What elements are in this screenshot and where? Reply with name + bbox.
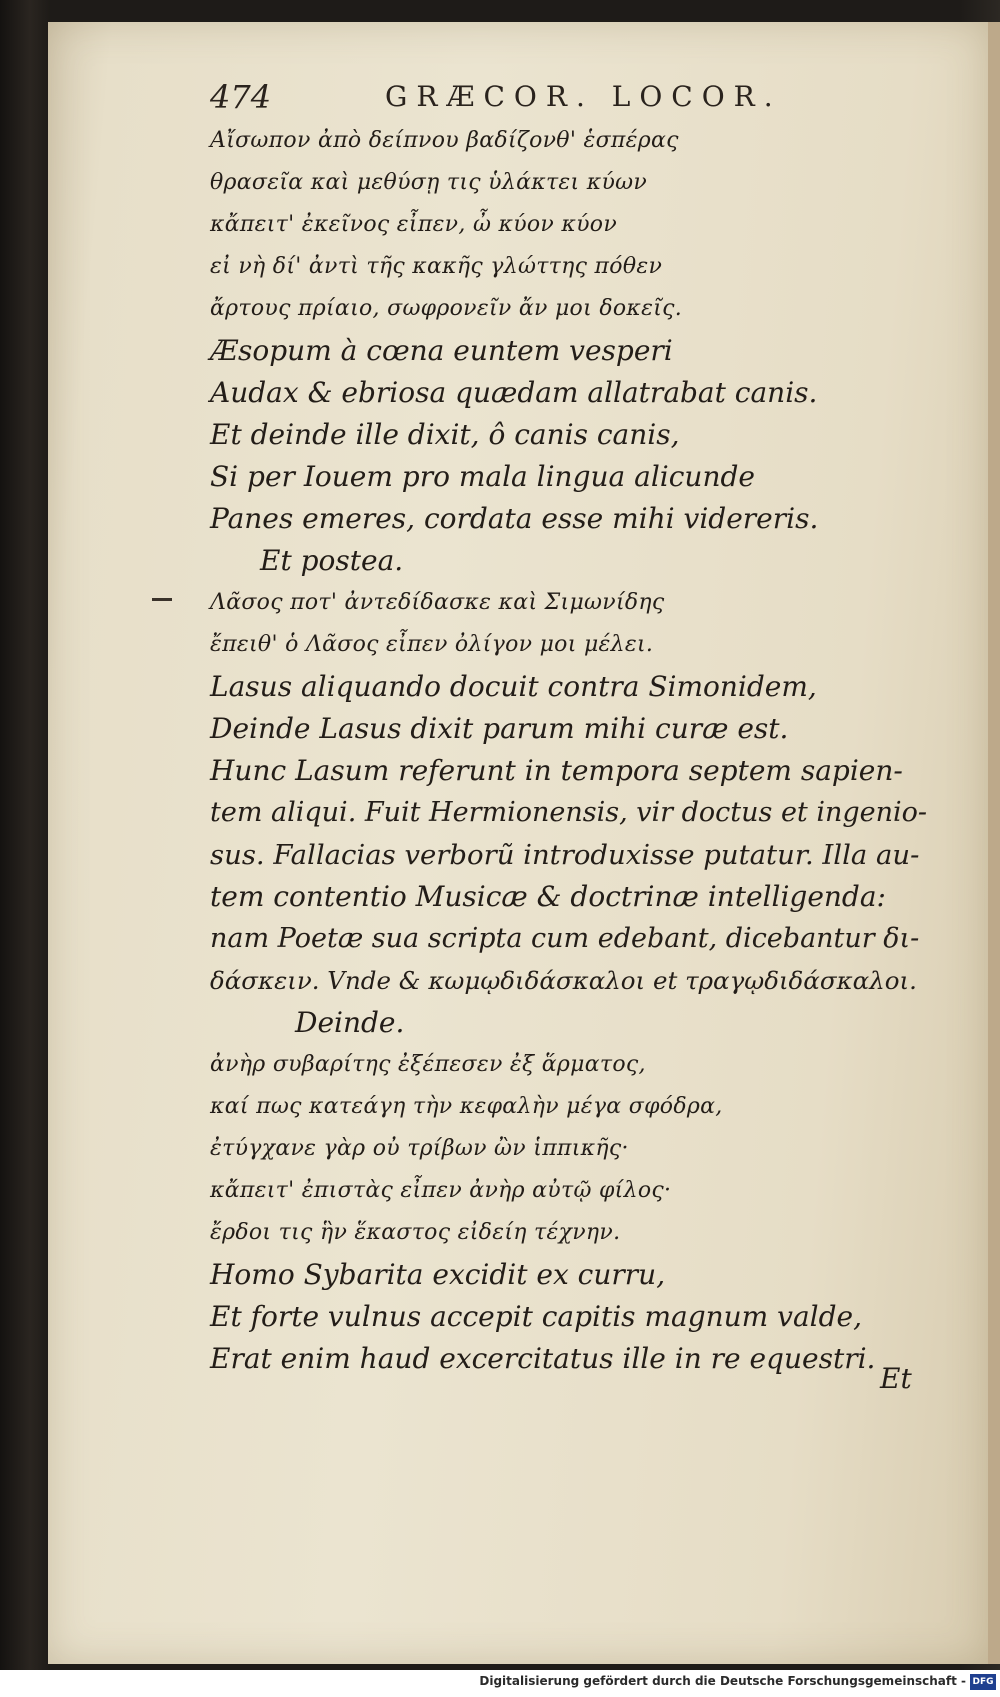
text-line: δάσκειν. Vnde & κωμῳδιδάσκαλοι et τραγῳδιδάσκαλοι.	[210, 966, 917, 995]
text-line: θρασεῖα καὶ μεθύσῃ τις ὑλάκτει κύων	[210, 170, 648, 195]
text-line: Si per Iouem pro mala lingua alicunde	[210, 460, 755, 493]
text-line: Hunc Lasum referunt in tempora septem sapien-	[210, 754, 903, 787]
text-line: tem aliqui. Fuit Hermionensis, vir doctus et ingenio-	[210, 797, 928, 828]
text-line: Λᾶσος ποτ' ἀντεδίδασκε καὶ Σιμωνίδης	[210, 590, 665, 615]
text-line: Erat enim haud excercitatus ille in re equestri.	[210, 1342, 876, 1375]
facing-page-edge	[988, 22, 1000, 1664]
margin-mark	[152, 598, 172, 601]
text-line: Homo Sybarita excidit ex curru,	[210, 1258, 666, 1291]
text-line: Deinde.	[295, 1006, 405, 1039]
text-line: Deinde Lasus dixit parum mihi curæ est.	[210, 712, 789, 745]
text-block	[210, 120, 930, 1380]
running-head-title: GRÆCOR. LOCOR.	[385, 80, 782, 113]
footer-bar	[0, 1670, 1000, 1697]
footer-credit: Digitalisierung gefördert durch die Deutsche Forschungsgemeinschaft -	[479, 1674, 966, 1688]
text-line: ἐτύγχανε γὰρ οὐ τρίβων ὢν ἱππικῆς·	[210, 1136, 629, 1161]
text-line: ἔπειθ' ὁ Λᾶσος εἶπεν ὀλίγον μοι μέλει.	[210, 632, 654, 657]
text-line: sus. Fallacias verborũ introduxisse putatur. Illa au-	[210, 839, 920, 871]
catchword: Et	[880, 1362, 912, 1395]
text-line: Lasus aliquando docuit contra Simonidem,	[210, 670, 817, 703]
text-line: Et postea.	[260, 544, 404, 577]
dfg-logo: DFG	[970, 1674, 996, 1690]
text-line: εἰ νὴ δί' ἀντὶ τῆς κακῆς γλώττης πόθεν	[210, 254, 663, 279]
page-number: 474	[210, 78, 272, 116]
text-line: ἀνὴρ συβαρίτης ἐξέπεσεν ἐξ ἅρματος,	[210, 1052, 646, 1077]
text-line: καί πως κατεάγη τὴν κεφαλὴν μέγα σφόδρα,	[210, 1094, 723, 1119]
text-line: κἄπειτ' ἐκεῖνος εἶπεν, ὦ κύον κύον	[210, 212, 618, 237]
text-line: κἄπειτ' ἐπιστὰς εἶπεν ἀνὴρ αὐτῷ φίλος·	[210, 1178, 672, 1203]
text-line: tem contentio Musicæ & doctrinæ intelligenda:	[210, 880, 886, 913]
text-line: Audax & ebriosa quædam allatrabat canis.	[210, 376, 818, 409]
text-line: Et deinde ille dixit, ô canis canis,	[210, 418, 680, 451]
text-line: Panes emeres, cordata esse mihi videreris.	[210, 502, 819, 535]
text-line: ἄρτους πρίαιο, σωφρονεῖν ἄν μοι δοκεῖς.	[210, 296, 683, 321]
running-head	[210, 78, 930, 122]
text-line: Αἴσωπον ἀπὸ δείπνου βαδίζονθ' ἑσπέρας	[210, 128, 679, 153]
text-line: Et forte vulnus accepit capitis magnum valde,	[210, 1300, 862, 1333]
text-line: nam Poetæ sua scripta cum edebant, dicebantur δι-	[210, 923, 920, 954]
text-line: ἔρδοι τις ἣν ἕκαστος εἰδείη τέχνην.	[210, 1220, 621, 1245]
text-line: Æsopum à cœna euntem vesperi	[210, 334, 673, 367]
